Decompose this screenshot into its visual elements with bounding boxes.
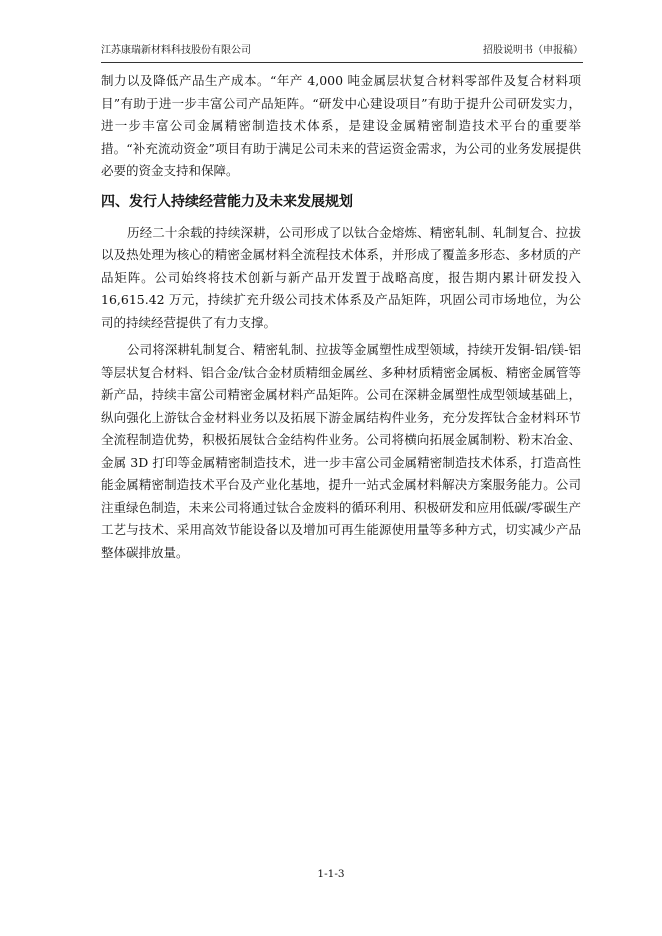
intro-paragraph: 制力以及降低产品生产成本。“年产 4,000 吨金属层状复合材料零部件及复合材料项目”有助于进一步丰富公司产品矩阵。“研发中心建设项目”有助于提升公司研发实力，进一步丰富公司金属精密制造技术体系，是建设金属精密制造技术平台的重要举措。“补充流动资金”项目有助于满足公司未来的营运资金需求，为公司的业务发展提供必要的资金支持和保障。: [101, 73, 581, 178]
paragraph-1: 历经二十余载的持续深耕，公司形成了以钛合金熔炼、精密轧制、轧制复合、拉拔以及热处理为核心的精密金属材料全流程技术体系，并形成了覆盖多形态、多材质的产品矩阵。公司始终将技术创新与新产品开发置于战略高度，报告期内累计研发投入 16,615.42 万元，持续扩充升级公司技术体系及产品矩阵，巩固公司市场地位，为公司的持续经营提供了有力支撑。: [101, 224, 581, 330]
header-company-name: 江苏康瑞新材料科技股份有限公司: [101, 45, 251, 56]
page-body: [101, 70, 581, 564]
section-title: 四、发行人持续经营能力及未来发展规划: [101, 193, 353, 210]
header-document-type: 招股说明书（申报稿）: [483, 45, 583, 56]
page-header: [101, 44, 583, 63]
paragraph-2: 公司将深耕轧制复合、精密轧制、拉拔等金属塑性成型领域，持续开发铜-铝/镁-铝等层状复合材料、铝合金/钛合金材质精细金属丝、多种材质精密金属板、精密金属管等新产品，持续丰富公司精密金属材料产品矩阵。公司在深耕金属塑性成型领域基础上，纵向强化上游钛合金材料业务以及拓展下游金属结构件业务，充分发挥钛合金材料环节全流程制造优势，积极拓展钛合金结构件业务。公司将横向拓展金属制粉、粉末冶金、金属 3D 打印等金属精密制造技术，进一步丰富公司金属精密制造技术体系，打造高性能金属精密制造技术平台及产业化基地，提升一站式金属材料解决方案服务能力。公司注重绿色制造，未来公司将通过钛合金废料的循环利用、积极研发和应用低碳/零碳生产工艺与技术、采用高效节能设备以及增加可再生能源使用量等多种方式，切实减少产品整体碳排放量。: [101, 342, 581, 560]
page-number: 1-1-3: [317, 868, 345, 880]
